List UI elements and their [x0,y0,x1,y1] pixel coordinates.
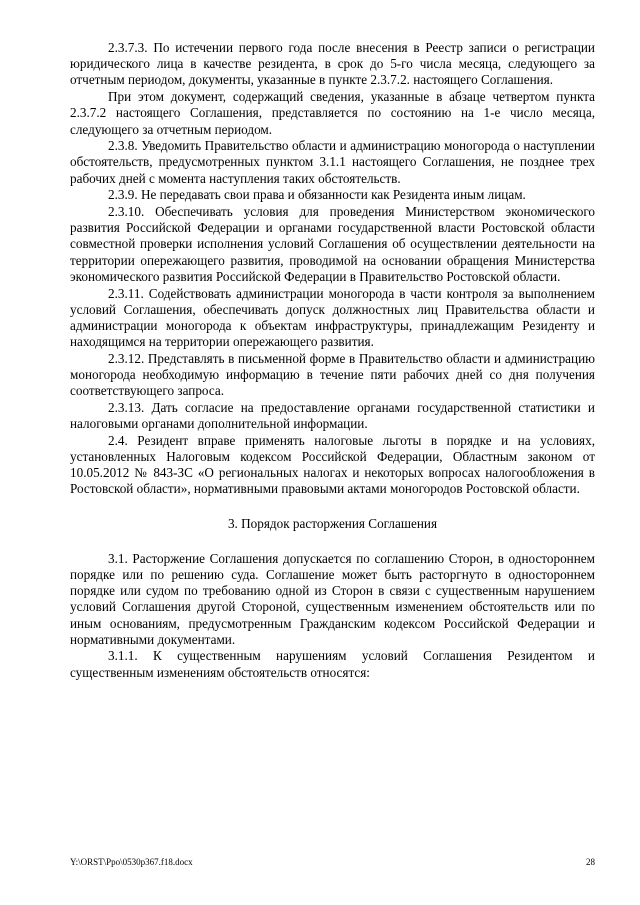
paragraph-3-1-1: 3.1.1. К существенным нарушениям условий Соглашения Резидентом и существенным изменениям обстоятельств относятся: [70,648,595,680]
paragraph-2-3-7-3-note: При этом документ, содержащий сведения, указанные в абзаце четвертом пункта 2.3.7.2 настоящего Соглашения, представляется по состоянию на 1-е число месяца, следующего за отчетным периодом. [70,89,595,137]
footer-page-number: 28 [586,857,595,867]
section-heading: 3. Порядок расторжения Соглашения [227,515,438,531]
paragraph-2-4: 2.4. Резидент вправе применять налоговые льготы в порядке и на условиях, установленных Налоговым кодексом Российской Федерации, Областным законом от 10.05.2012 № 843-ЗС «О региональных налогах и некоторых вопросах налогообложения в Ростовской области», нормативными правовыми актами моногородов Ростовской области. [70,432,595,497]
paragraph-2-3-9: 2.3.9. Не передавать свои права и обязанности как Резидента иным лицам. [108,187,526,203]
paragraph-2-3-10: 2.3.10. Обеспечивать условия для проведения Министерством экономического развития Российской Федерации и органами государственной власти Ростовской области совместной проверки исполнения условий Соглашения об осуществлении деятельности на территории опережающего развития, проводимой на основании обращения Министерства экономического развития Российской Федерации в Правительство Ростовской области. [70,204,595,284]
paragraph-3-1: 3.1. Расторжение Соглашения допускается по соглашению Сторон, в одностороннем порядке или по решению суда. Соглашение может быть расторгнуто в одностороннем порядке или судом по требованию одной из Сторон в связи с существенным нарушением условий Соглашения другой Стороной, существенным изменением обстоятельств или по иным основаниям, предусмотренным Гражданским кодексом Российской Федерации и нормативными документами. [70,550,595,647]
page-footer [70,857,595,868]
document-body [70,40,595,681]
paragraph-2-3-11: 2.3.11. Содействовать администрации моногорода в части контроля за выполнением условий Соглашения, обеспечивать допуск должностных лиц Правительства области и администрации моногорода к объектам инфраструктуры, принадлежащим Резиденту и находящимся на территории опережающего развития. [70,285,595,350]
paragraph-2-3-7-3: 2.3.7.3. По истечении первого года после внесения в Реестр записи о регистрации юридического лица в качестве резидента, в срок до 5-го числа месяца, следующего за отчетным периодом, документы, указанные в пункте 2.3.7.2. настоящего Соглашения. [70,40,595,88]
footer-file-path: Y:\ORST\Ppo\0530p367.f18.docx [70,857,193,867]
paragraph-2-3-8: 2.3.8. Уведомить Правительство области и администрацию моногорода о наступлении обстоятельств, предусмотренных пунктом 3.1.1 настоящего Соглашения, не позднее трех рабочих дней с момента наступления таких обстоятельств. [70,138,595,186]
paragraph-2-3-13: 2.3.13. Дать согласие на предоставление органами государственной статистики и налоговыми органами дополнительной информации. [70,399,595,432]
paragraph-2-3-12: 2.3.12. Представлять в письменной форме в Правительство области и администрацию моногорода необходимую информацию в течение пяти рабочих дней со дня получения соответствующего запроса. [70,350,595,399]
